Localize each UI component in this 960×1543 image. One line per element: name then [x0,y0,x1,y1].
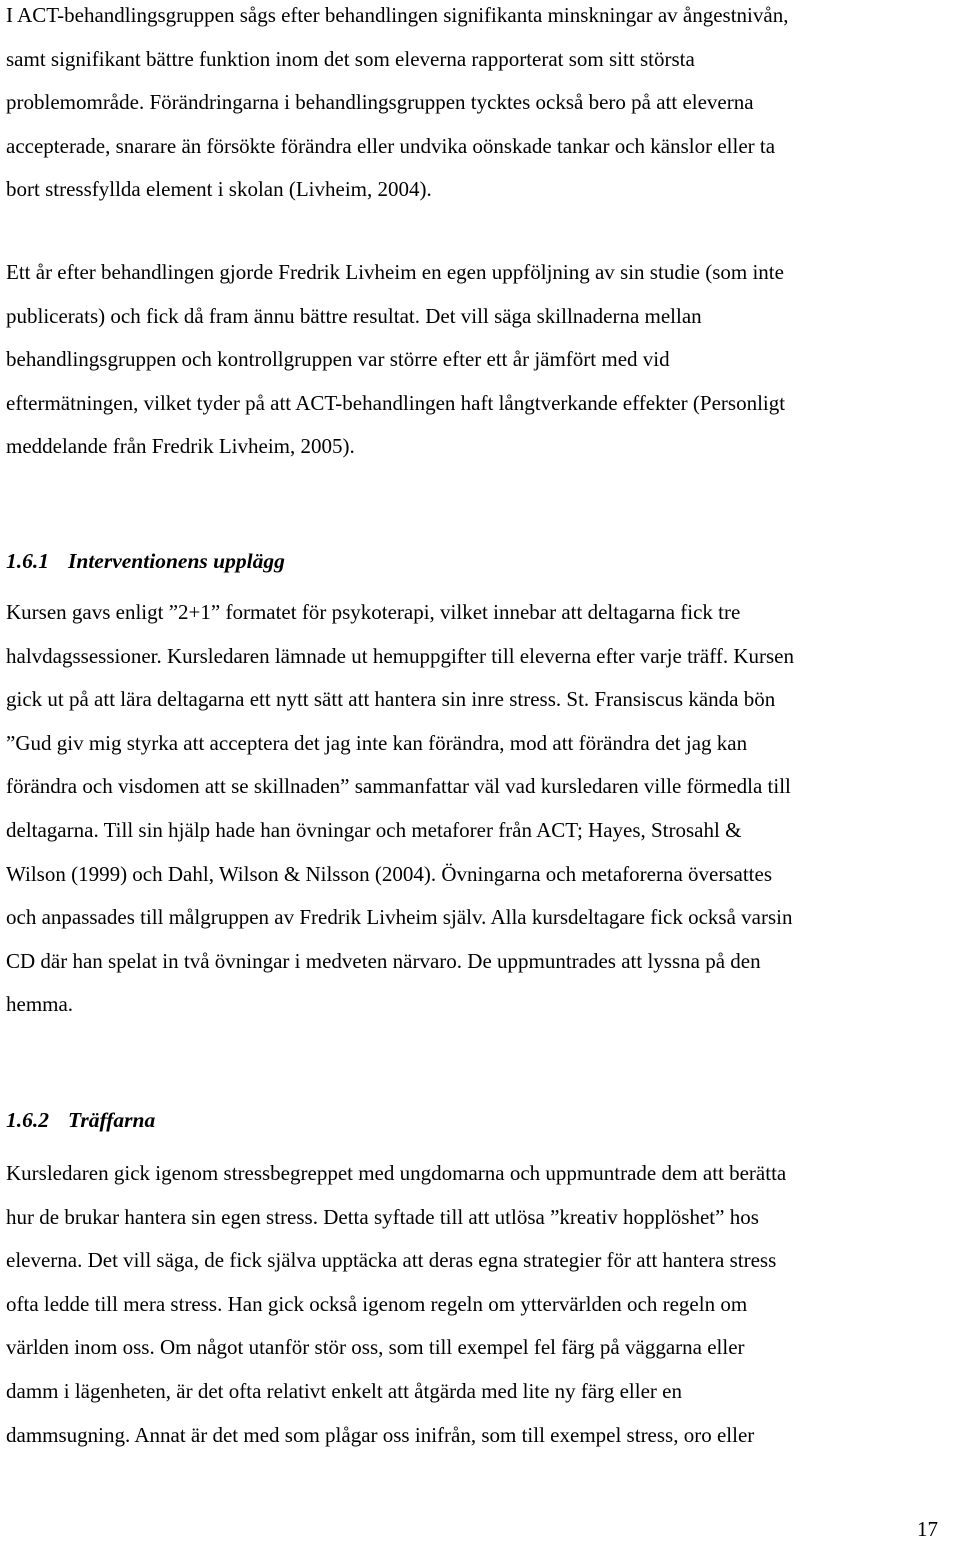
text-line: behandlingsgruppen och kontrollgruppen var större efter ett år jämfört med vid [6,347,670,372]
text-line: eftermätningen, vilket tyder på att ACT-behandlingen haft långtverkande effekter (Personligt [6,390,786,415]
text-line: halvdagssessioner. Kursledaren lämnade ut hemuppgifter till eleverna efter varje träff. Kursen [6,643,794,668]
text-line: världen inom oss. Om något utanför stör oss, som till exempel fel färg på väggarna eller [6,1335,745,1360]
section-title: Träffarna [68,1108,156,1132]
text-line: hur de brukar hantera sin egen stress. Detta syftade till att utlösa ”kreativ hopplöshet” hos [6,1204,759,1229]
paragraph-course-structure [6,591,954,1027]
text-line: eleverna. Det vill säga, de fick själva upptäcka att deras egna strategier för att hantera stress [6,1248,777,1273]
text-line: ofta ledde till mera stress. Han gick också igenom regeln om yttervärlden och regeln om [6,1291,748,1316]
section-title: Interventionens upplägg [68,549,285,573]
text-line: gick ut på att lära deltagarna ett nytt sätt att hantera sin inre stress. St. Fransiscus kända bön [6,687,776,712]
text-line: samt signifikant bättre funktion inom det som eleverna rapporterat som sitt största [6,46,695,71]
text-line: Kursledaren gick igenom stressbegreppet med ungdomarna och uppmuntrade dem att berätta [6,1161,787,1185]
text-line: förändra och visdomen att se skillnaden” sammanfattar väl vad kursledaren ville förmedla till [6,774,791,799]
text-line: publicerats) och fick då fram ännu bättre resultat. Det vill säga skillnaderna mellan [6,303,702,328]
section-number: 1.6.1 [6,549,49,573]
text-line: damm i lägenheten, är det ofta relativt enkelt att åtgärda med lite ny färg eller en [6,1378,682,1403]
paragraph-sessions [6,1152,954,1457]
page-number: 17 [917,1517,938,1541]
text-line: dammsugning. Annat är det med som plågar oss inifrån, som till exempel stress, oro eller [6,1422,755,1447]
paragraph-act-results [6,0,954,212]
section-number: 1.6.2 [6,1108,49,1132]
text-line: och anpassades till målgruppen av Fredrik Livheim själv. Alla kursdeltagare fick också varsin [6,905,793,930]
text-line: Ett år efter behandlingen gjorde Fredrik Livheim en egen uppföljning av sin studie (som inte [6,260,784,284]
text-line: hemma. [6,992,74,1017]
text-line: CD där han spelat in två övningar i medveten närvaro. De uppmuntrades att lyssna på den [6,948,761,973]
text-line: accepterade, snarare än försökte förändra eller undvika oönskade tankar och känslor eller ta [6,133,776,158]
text-line: bort stressfyllda element i skolan (Livheim, 2004). [6,177,432,202]
text-line: Kursen gavs enligt ”2+1” formatet för psykoterapi, vilket innebar att deltagarna fick tre [6,600,741,624]
text-line: problemområde. Förändringarna i behandlingsgruppen tycktes också bero på att eleverna [6,90,754,115]
text-line: ”Gud giv mig styrka att acceptera det jag inte kan förändra, mod att förändra det jag kan [6,730,748,755]
text-line: Wilson (1999) och Dahl, Wilson & Nilsson (2004). Övningarna och metaforerna översattes [6,861,772,886]
section-heading-interventionens-upplagg [6,546,285,576]
text-line: I ACT-behandlingsgruppen sågs efter behandlingen signifikanta minskningar av ångestnivån, [6,3,789,27]
paragraph-follow-up [6,251,954,469]
section-heading-traffarna [6,1105,155,1135]
text-line: meddelande från Fredrik Livheim, 2005). [6,434,355,459]
text-line: deltagarna. Till sin hjälp hade han övningar och metaforer från ACT; Hayes, Strosahl & [6,817,742,842]
